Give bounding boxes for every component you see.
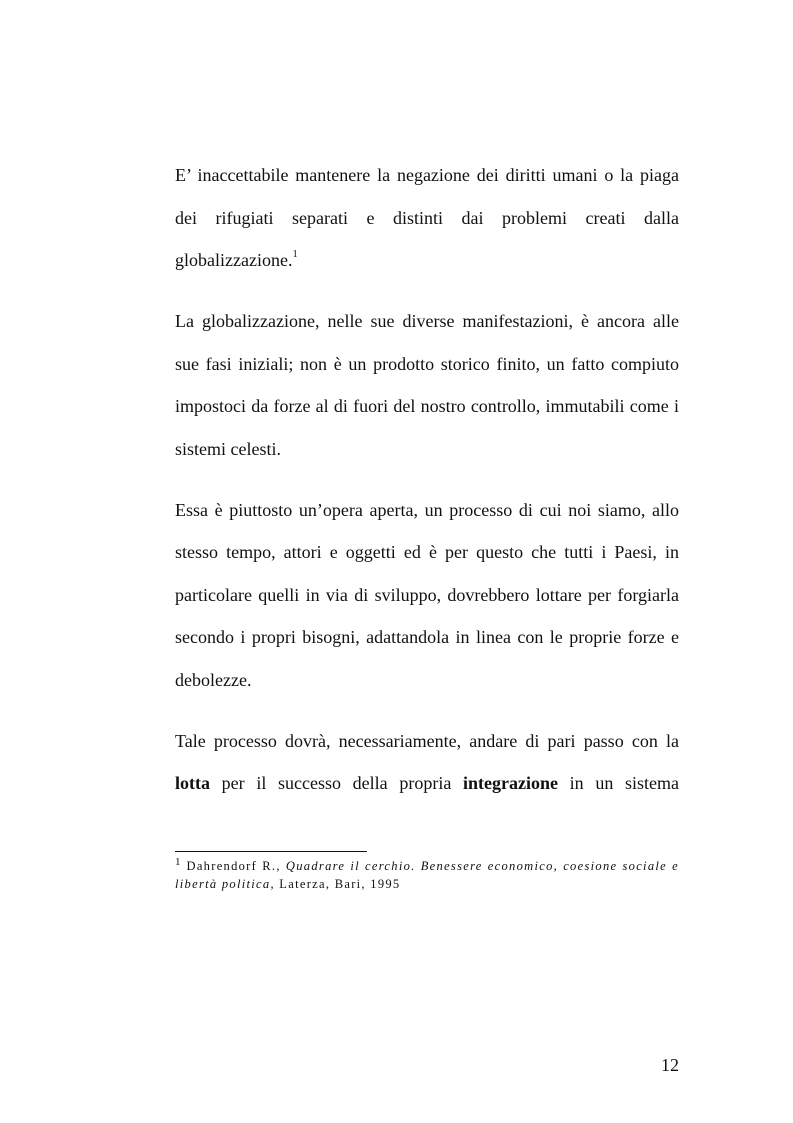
paragraph-4 <box>175 720 679 805</box>
bold-term-integrazione: integrazione <box>462 773 558 793</box>
footnote-number: 1 <box>175 856 181 868</box>
paragraph-3-text: Essa è piuttosto un’opera aperta, un processo di cui noi siamo, allo stesso tempo, attori e oggetti ed è per questo che tutti i Paesi, in particolare quelli in via di sviluppo, dovrebbero lottare per forgiarla secondo i propri bisogni, adattandola in linea con le proprie forze e debolezze. <box>175 499 679 690</box>
footnote-separator <box>175 851 367 852</box>
paragraph-4-part-1: Tale processo dovrà, necessariamente, andare di pari passo con la <box>175 730 679 751</box>
paragraph-4-part-2: per il successo della propria <box>210 773 463 793</box>
footnote-publisher: , Laterza, Bari, 1995 <box>270 877 401 891</box>
paragraph-1-text: E’ inaccettabile mantenere la negazione dei diritti umani o la piaga dei rifugiati separati e distinti dai problemi creati dalla globalizzazione. <box>175 165 679 270</box>
page-number: 12 <box>661 1055 679 1075</box>
footnote-title: Quadrare il cerchio. Benessere economico, coesione sociale e libertà politica <box>175 859 680 891</box>
paragraph-1 <box>175 154 679 282</box>
paragraph-2 <box>175 300 679 470</box>
paragraph-3 <box>175 489 679 702</box>
paragraph-4-part-3: in un sistema <box>557 773 679 793</box>
body-text <box>175 154 679 805</box>
bold-term-lotta: lotta <box>175 773 210 793</box>
footnote-author: Dahrendorf R., <box>186 859 286 873</box>
footnote <box>175 858 679 893</box>
footnote-reference[interactable]: 1 <box>292 249 298 260</box>
paragraph-2-text: La globalizzazione, nelle sue diverse manifestazioni, è ancora alle sue fasi iniziali; non è un prodotto storico finito, un fatto compiuto impostoci da forze al di fuori del nostro controllo, immutabili come i sistemi celesti. <box>175 311 679 459</box>
